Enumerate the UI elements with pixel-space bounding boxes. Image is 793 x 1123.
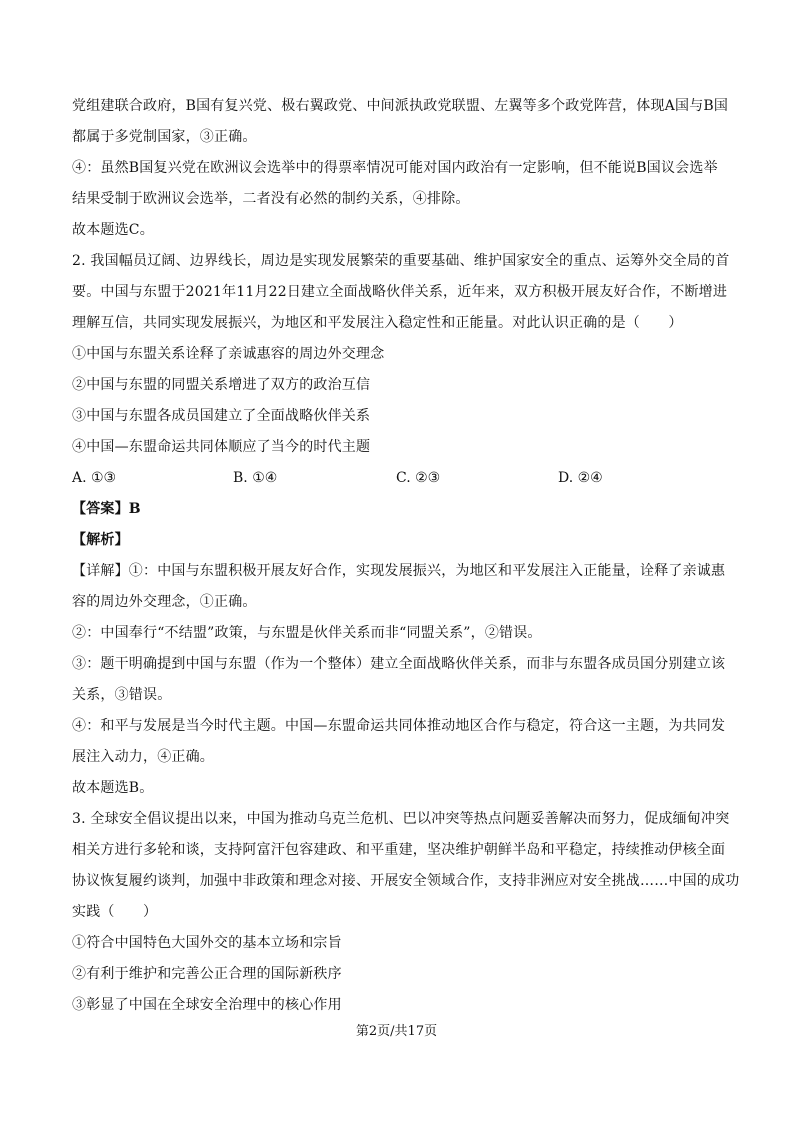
question-3-stem: 协议恢复履约谈判，加强中非政策和理念对接、开展安全领域合作，支持非洲应对安全挑战……中国的成功: [72, 873, 740, 889]
option-c: C. ②③: [396, 470, 441, 486]
statement-item: ④中国—东盟命运共同体顺应了当今的时代主题: [72, 439, 371, 455]
explanation-line: 【详解】①：中国与东盟积极开展友好合作，实现发展振兴，为地区和平发展注入正能量，诠释了亲诚惠: [72, 563, 726, 579]
explanation-line: 关系，③错误。: [72, 687, 172, 703]
explanation-line: 容的周边外交理念，①正确。: [72, 594, 257, 610]
question-3-stem: 实践（ ）: [72, 904, 158, 920]
text-line: 结果受制于欧洲议会选举，二者没有必然的制约关系，④排除。: [72, 191, 470, 207]
question-3-stem: 3. 全球安全倡议提出以来，中国为推动乌克兰危机、巴以冲突等热点问题妥善解决而努力，促成缅甸冲突: [72, 811, 730, 827]
option-a: A. ①③: [72, 470, 117, 486]
statement-item: ①符合中国特色大国外交的基本立场和宗旨: [72, 935, 342, 951]
statement-item: ①中国与东盟关系诠释了亲诚惠容的周边外交理念: [72, 346, 385, 362]
text-line: ④：虽然B国复兴党在欧洲议会选举中的得票率情况可能对国内政治有一定影响，但不能说B国议会选举: [72, 160, 718, 176]
text-line: 党组建联合政府，B国有复兴党、极右翼政党、中间派执政党联盟、左翼等多个政党阵营，体现A国与B国: [72, 98, 729, 114]
analysis-label: 【解析】: [72, 532, 129, 548]
text-line: 故本题选C。: [72, 222, 154, 238]
option-b: B. ①④: [233, 470, 278, 486]
statement-item: ②有利于维护和完善公正合理的国际新秩序: [72, 966, 342, 982]
statement-item: ③中国与东盟各成员国建立了全面战略伙伴关系: [72, 408, 371, 424]
answer-label: 【答案】B: [72, 501, 141, 517]
explanation-line: ②：中国奉行“不结盟”政策，与东盟是伙伴关系而非“同盟关系”，②错误。: [72, 625, 542, 641]
explanation-line: ④：和平与发展是当今时代主题。中国—东盟命运共同体推动地区合作与稳定，符合这一主题，为共同发: [72, 718, 726, 734]
question-2-stem: 要。中国与东盟于2021年11月22日建立全面战略伙伴关系，近年来，双方积极开展友好合作，不断增进: [72, 284, 728, 300]
option-d: D. ②④: [558, 470, 603, 486]
explanation-line: 故本题选B。: [72, 780, 154, 796]
statement-item: ②中国与东盟的同盟关系增进了双方的政治互信: [72, 377, 371, 393]
question-2-stem: 2. 我国幅员辽阔、边界线长，周边是实现发展繁荣的重要基础、维护国家安全的重点、运筹外交全局的首: [72, 253, 730, 269]
page-number: 第2页/共17页: [355, 1024, 438, 1039]
statement-item: ③彰显了中国在全球安全治理中的核心作用: [72, 997, 342, 1013]
question-3-stem: 相关方进行多轮和谈，支持阿富汗包容建政、和平重建，坚决维护朝鲜半岛和平稳定，持续推动伊核全面: [72, 842, 726, 858]
text-line: 都属于多党制国家，③正确。: [72, 129, 257, 145]
question-2-stem: 理解互信，共同实现发展振兴，为地区和平发展注入稳定性和正能量。对此认识正确的是（ ）: [72, 315, 683, 331]
explanation-line: 展注入动力，④正确。: [72, 749, 214, 765]
explanation-line: ③：题干明确提到中国与东盟（作为一个整体）建立全面战略伙伴关系，而非与东盟各成员国分别建立该: [72, 656, 726, 672]
